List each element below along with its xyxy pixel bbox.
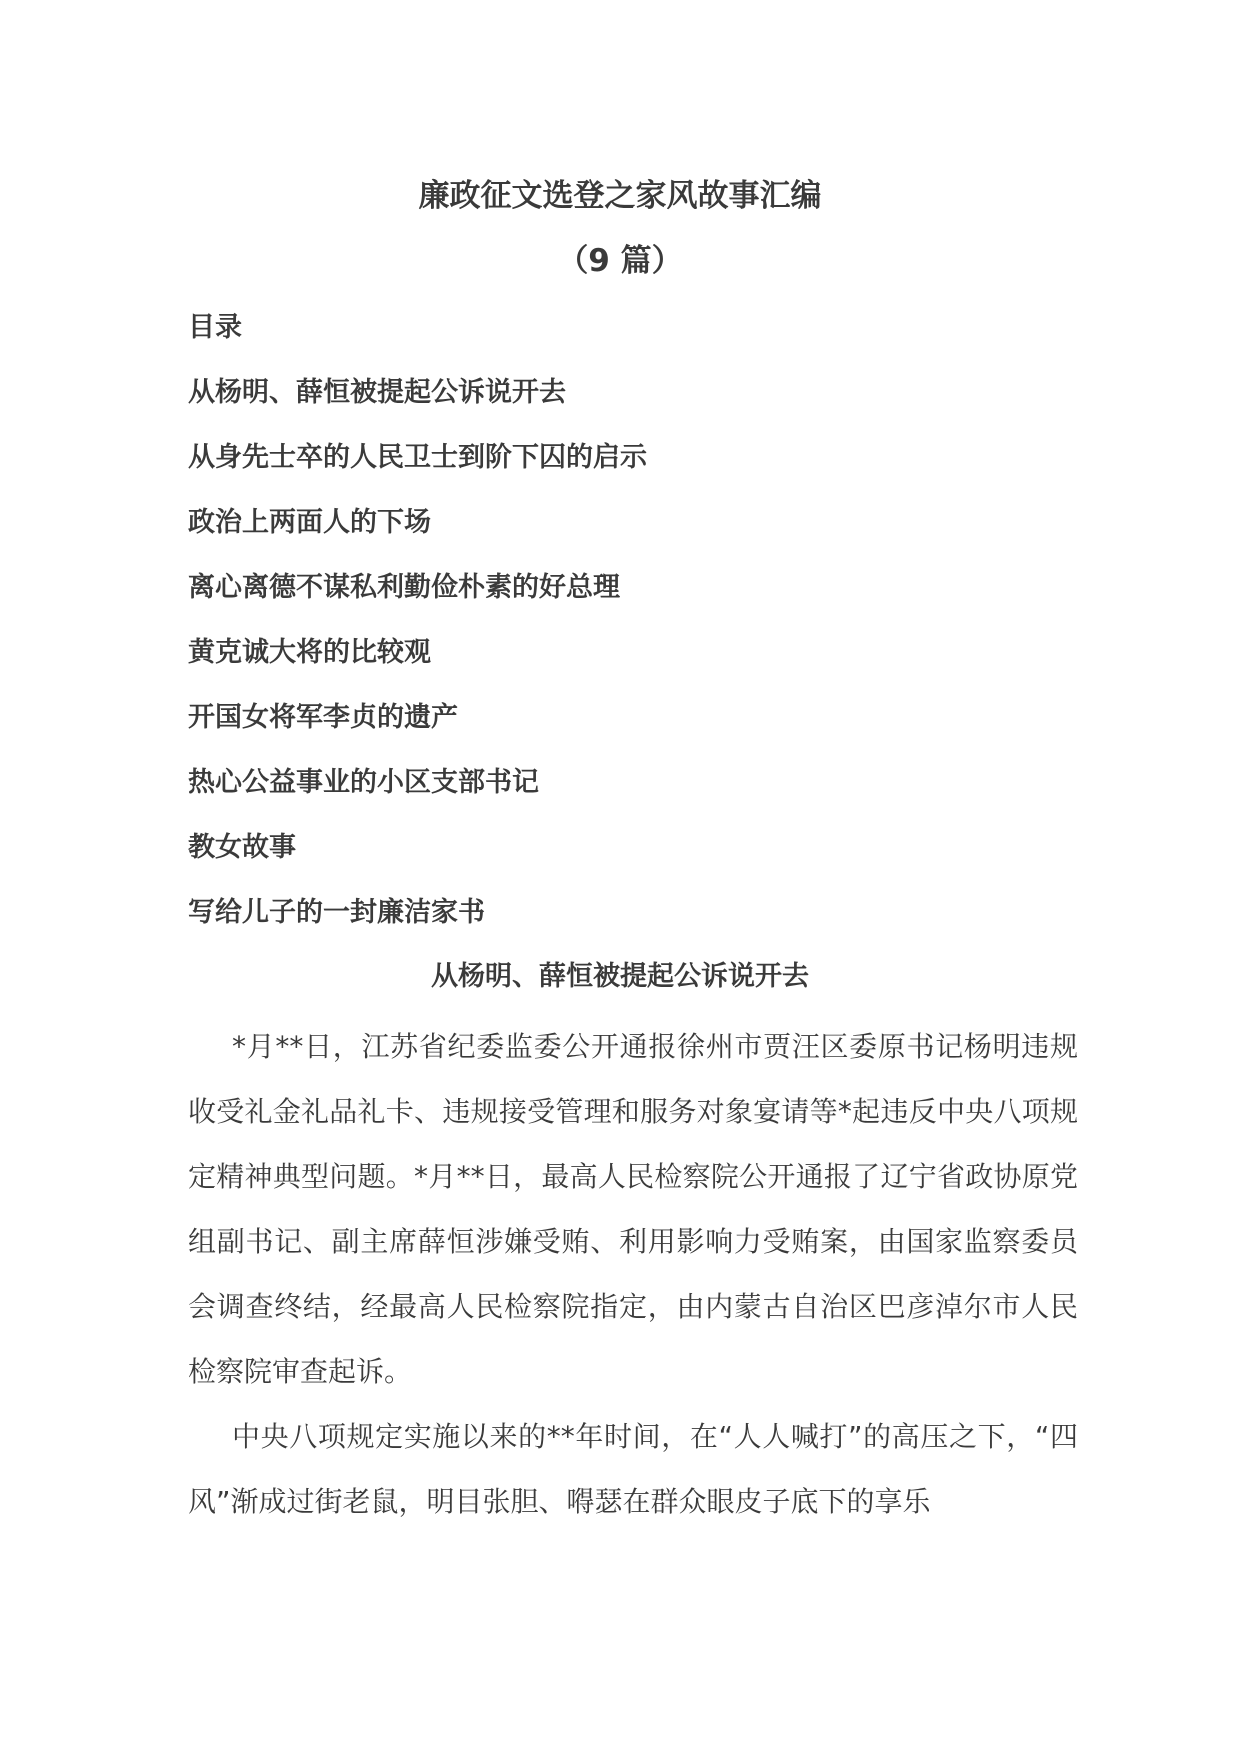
toc-item: 教女故事 xyxy=(188,832,296,863)
toc-item: 从身先士卒的人民卫士到阶下囚的启示 xyxy=(188,442,647,473)
toc-item: 政治上两面人的下场 xyxy=(188,507,431,538)
body-paragraph: 中央八项规定实施以来的**年时间，在“人人喊打”的高压之下，“四风”渐成过街老鼠，明目张胆、嘚瑟在群众眼皮子底下的享乐 xyxy=(188,1420,1078,1518)
toc-heading: 目录 xyxy=(188,312,242,343)
toc-item: 从杨明、薛恒被提起公诉说开去 xyxy=(188,377,566,408)
toc-item: 热心公益事业的小区支部书记 xyxy=(188,767,539,798)
document-subtitle: （9 篇） xyxy=(557,243,683,279)
body-paragraph: *月**日，江苏省纪委监委公开通报徐州市贾汪区委原书记杨明违规收受礼金礼品礼卡、违规接受管理和服务对象宴请等*起违反中央八项规定精神典型问题。*月**日，最高人民检察院公开通报了辽宁省政协原党组副书记、副主席薛恒涉嫌受贿、利用影响力受贿案，由国家监察委员会调查终结，经最高人民检察院指定，由内蒙古自治区巴彦淖尔市人民检察院审查起诉。 xyxy=(188,1030,1078,1388)
toc-item: 开国女将军李贞的遗产 xyxy=(188,702,458,733)
toc-item: 离心离德不谋私利勤俭朴素的好总理 xyxy=(188,572,620,603)
toc-item: 黄克诚大将的比较观 xyxy=(188,637,431,668)
document-title: 廉政征文选登之家风故事汇编 xyxy=(418,178,822,214)
toc-item: 写给儿子的一封廉洁家书 xyxy=(188,897,485,928)
section-title: 从杨明、薛恒被提起公诉说开去 xyxy=(431,961,809,992)
table-of-contents xyxy=(188,308,1088,958)
